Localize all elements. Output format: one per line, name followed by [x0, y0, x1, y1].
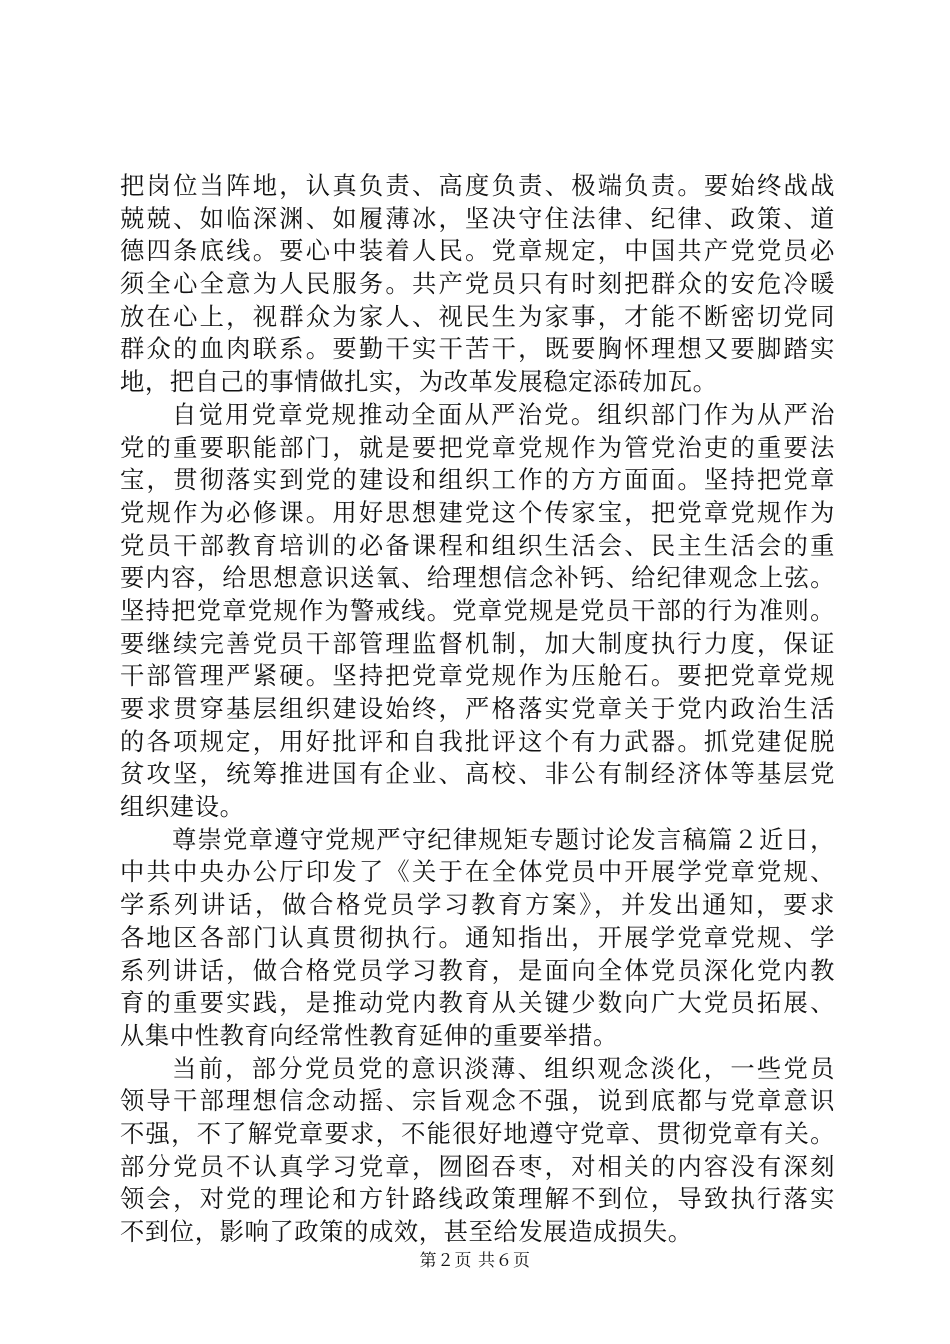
text-line: 学系列讲话，做合格党员学习教育方案》，并发出通知，要求	[120, 890, 835, 920]
text-line: 部分党员不认真学习党章，囫囵吞枣，对相关的内容没有深刻	[120, 1151, 835, 1181]
text-line: 兢兢、如临深渊、如履薄冰，坚决守住法律、纪律、政策、道	[120, 203, 835, 233]
paragraph	[120, 399, 835, 824]
text-line: 自觉用党章党规推动全面从严治党。组织部门作为从严治	[172, 399, 835, 429]
paragraph	[120, 1053, 835, 1249]
text-line: 育的重要实践，是推动党内教育从关键少数向广大党员拓展、	[120, 988, 835, 1018]
text-line: 领会，对党的理论和方针路线政策理解不到位，导致执行落实	[120, 1184, 835, 1214]
text-line: 要求贯穿基层组织建设始终，严格落实党章关于党内政治生活	[120, 694, 835, 723]
text-line: 贫攻坚，统筹推进国有企业、高校、非公有制经济体等基层党	[120, 759, 835, 789]
document-body	[120, 170, 835, 1249]
text-line: 须全心全意为人民服务。共产党员只有时刻把群众的安危冷暖	[120, 269, 835, 299]
text-line: 尊崇党章遵守党规严守纪律规矩专题讨论发言稿篇２近日，	[172, 824, 835, 854]
text-line: 群众的血肉联系。要勤干实干苦干，既要胸怀理想又要脚踏实	[120, 334, 835, 364]
text-line: 把岗位当阵地，认真负责、高度负责、极端负责。要始终战战	[120, 171, 835, 200]
text-line: 不到位，影响了政策的成效，甚至给发展造成损失。	[120, 1217, 693, 1246]
text-line: 的各项规定，用好批评和自我批评这个有力武器。抓党建促脱	[120, 726, 835, 756]
text-line: 党规作为必修课。用好思想建党这个传家宝，把党章党规作为	[120, 497, 835, 527]
text-line: 中共中央办公厅印发了《关于在全体党员中开展学党章党规、	[120, 857, 835, 887]
text-line: 领导干部理想信念动摇、宗旨观念不强，说到底都与党章意识	[120, 1086, 835, 1116]
text-line: 干部管理严紧硬。坚持把党章党规作为压舱石。要把党章党规	[120, 661, 835, 691]
text-line: 放在心上，视群众为家人、视民生为家事，才能不断密切党同	[120, 301, 835, 331]
text-line: 党员干部教育培训的必备课程和组织生活会、民主生活会的重	[120, 530, 835, 560]
text-line: 党的重要职能部门，就是要把党章党规作为管党治吏的重要法	[120, 432, 835, 462]
paragraph	[120, 170, 835, 399]
text-line: 当前，部分党员党的意识淡薄、组织观念淡化，一些党员	[172, 1053, 835, 1083]
text-line: 不强，不了解党章要求，不能很好地遵守党章、贯彻党章有关。	[120, 1118, 835, 1148]
text-line: 从集中性教育向经常性教育延伸的重要举措。	[120, 1020, 618, 1050]
text-line: 德四条底线。要心中装着人民。党章规定，中国共产党党员必	[120, 236, 835, 266]
text-line: 要继续完善党员干部管理监督机制，加大制度执行力度，保证	[120, 628, 835, 658]
text-line: 地，把自己的事情做扎实，为改革发展稳定添砖加瓦。	[120, 367, 718, 397]
paragraph	[120, 824, 835, 1053]
page-footer: 第２页 共６页	[419, 1251, 531, 1271]
text-line: 组织建设。	[120, 792, 245, 822]
text-line: 系列讲话，做合格党员学习教育，是面向全体党员深化党内教	[120, 955, 835, 985]
text-line: 要内容，给思想意识送氧、给理想信念补钙、给纪律观念上弦。	[120, 563, 835, 593]
text-line: 宝，贯彻落实到党的建设和组织工作的方方面面。坚持把党章	[120, 465, 835, 495]
text-line: 坚持把党章党规作为警戒线。党章党规是党员干部的行为准则。	[120, 595, 835, 625]
text-line: 各地区各部门认真贯彻执行。通知指出，开展学党章党规、学	[120, 922, 835, 952]
